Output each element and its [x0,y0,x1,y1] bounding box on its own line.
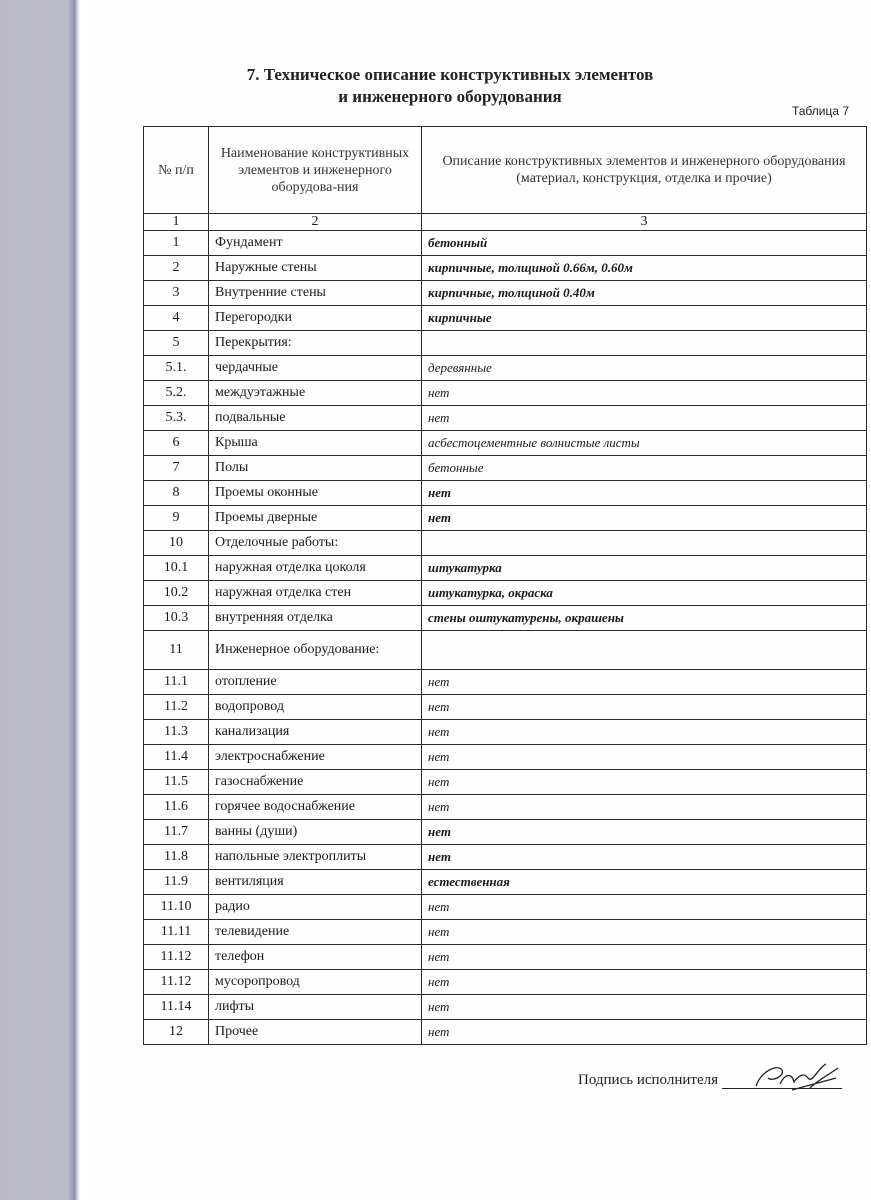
column-number: 2 [209,214,422,231]
element-description: бетонные [422,456,867,481]
column-number: 3 [422,214,867,231]
row-number: 5.2. [144,381,209,406]
column-number-row [144,214,867,231]
table-row [144,995,867,1020]
table-body [144,231,867,1045]
row-number: 1 [144,231,209,256]
element-description: нет [422,720,867,745]
element-name: Перекрытия: [209,331,422,356]
row-number: 11.12 [144,945,209,970]
element-description: нет [422,895,867,920]
element-description: нет [422,820,867,845]
element-name: радио [209,895,422,920]
element-name: Наружные стены [209,256,422,281]
signature-block [578,1072,842,1089]
element-description: естественная [422,870,867,895]
table-row [144,556,867,581]
element-name: водопровод [209,695,422,720]
row-number: 3 [144,281,209,306]
element-description: стены оштукатурены, окрашены [422,606,867,631]
table-caption: Таблица 7 [791,104,849,118]
element-name: междуэтажные [209,381,422,406]
element-description: нет [422,406,867,431]
row-number: 5.3. [144,406,209,431]
table-row [144,606,867,631]
row-number: 12 [144,1020,209,1045]
row-number: 6 [144,431,209,456]
element-description: нет [422,381,867,406]
table-row [144,306,867,331]
table-row [144,795,867,820]
element-description: нет [422,506,867,531]
row-number: 7 [144,456,209,481]
row-number: 10.1 [144,556,209,581]
element-name: газоснабжение [209,770,422,795]
element-description: штукатурка [422,556,867,581]
element-description: кирпичные [422,306,867,331]
element-description: нет [422,920,867,945]
element-description: кирпичные, толщиной 0.66м, 0.60м [422,256,867,281]
element-name: ванны (души) [209,820,422,845]
row-number: 11.7 [144,820,209,845]
element-name: Проемы дверные [209,506,422,531]
row-number: 11.5 [144,770,209,795]
signature-label: Подпись исполнителя [578,1072,718,1088]
row-number: 10.2 [144,581,209,606]
element-name: канализация [209,720,422,745]
element-name: наружная отделка цоколя [209,556,422,581]
element-name: Внутренние стены [209,281,422,306]
element-description: бетонный [422,231,867,256]
construction-elements-table [143,126,867,1045]
header-description: Описание конструктивных элементов и инженерного оборудования (материал, конструкция, отделка и прочие) [422,127,867,214]
element-description: асбестоцементные волнистые листы [422,431,867,456]
element-name: напольные электроплиты [209,845,422,870]
row-number: 11.8 [144,845,209,870]
signature-line [722,1074,842,1089]
table-row [144,770,867,795]
table-row [144,845,867,870]
element-name: горячее водоснабжение [209,795,422,820]
element-name: Инженерное оборудование: [209,631,422,670]
table-row [144,356,867,381]
table-row [144,820,867,845]
element-name: Полы [209,456,422,481]
row-number: 11.11 [144,920,209,945]
header-num: № п/п [144,127,209,214]
element-name: электроснабжение [209,745,422,770]
element-name: наружная отделка стен [209,581,422,606]
row-number: 10 [144,531,209,556]
element-description: нет [422,795,867,820]
element-description [422,331,867,356]
element-name: вентиляция [209,870,422,895]
element-description: нет [422,1020,867,1045]
row-number: 11.14 [144,995,209,1020]
title-line-2: и инженерного оборудования [338,87,562,106]
element-description: кирпичные, толщиной 0.40м [422,281,867,306]
element-name: отопление [209,670,422,695]
row-number: 11.12 [144,970,209,995]
element-description: нет [422,745,867,770]
element-name: телевидение [209,920,422,945]
row-number: 11 [144,631,209,670]
element-description: нет [422,970,867,995]
table-row [144,531,867,556]
element-name: Отделочные работы: [209,531,422,556]
element-description: штукатурка, окраска [422,581,867,606]
table-row [144,1020,867,1045]
row-number: 11.10 [144,895,209,920]
table-row [144,281,867,306]
table-row [144,256,867,281]
table-row [144,381,867,406]
row-number: 10.3 [144,606,209,631]
table-row [144,431,867,456]
row-number: 11.3 [144,720,209,745]
row-number: 11.2 [144,695,209,720]
document-title [190,64,710,108]
scanner-edge [0,0,80,1200]
element-description: нет [422,670,867,695]
element-description: нет [422,770,867,795]
table-row [144,406,867,431]
row-number: 11.1 [144,670,209,695]
table-row [144,720,867,745]
table-row [144,945,867,970]
element-description: нет [422,945,867,970]
table-row [144,670,867,695]
table-row [144,895,867,920]
element-description: деревянные [422,356,867,381]
table-header-row [144,127,867,214]
element-description: нет [422,845,867,870]
row-number: 9 [144,506,209,531]
element-name: Проемы оконные [209,481,422,506]
table-row [144,745,867,770]
header-name: Наименование конструктивных элементов и инженерного оборудова-ния [209,127,422,214]
element-description [422,531,867,556]
table-row [144,870,867,895]
table-row [144,631,867,670]
row-number: 8 [144,481,209,506]
table-row [144,331,867,356]
row-number: 5.1. [144,356,209,381]
element-description: нет [422,995,867,1020]
element-name: мусоропровод [209,970,422,995]
element-name: чердачные [209,356,422,381]
element-name: Прочее [209,1020,422,1045]
element-name: телефон [209,945,422,970]
row-number: 2 [144,256,209,281]
element-name: подвальные [209,406,422,431]
table-row [144,581,867,606]
table-row [144,970,867,995]
title-line-1: 7. Техническое описание конструктивных элементов [246,65,654,84]
row-number: 11.4 [144,745,209,770]
table-row [144,456,867,481]
row-number: 11.6 [144,795,209,820]
element-name: Крыша [209,431,422,456]
element-name: Фундамент [209,231,422,256]
row-number: 11.9 [144,870,209,895]
table-row [144,231,867,256]
element-name: лифты [209,995,422,1020]
row-number: 5 [144,331,209,356]
signature-scribble-icon [752,1060,842,1094]
element-name: внутренняя отделка [209,606,422,631]
column-number: 1 [144,214,209,231]
table-row [144,481,867,506]
table-row [144,920,867,945]
table-row [144,695,867,720]
table-row [144,506,867,531]
element-description: нет [422,481,867,506]
row-number: 4 [144,306,209,331]
element-description [422,631,867,670]
element-name: Перегородки [209,306,422,331]
element-description: нет [422,695,867,720]
